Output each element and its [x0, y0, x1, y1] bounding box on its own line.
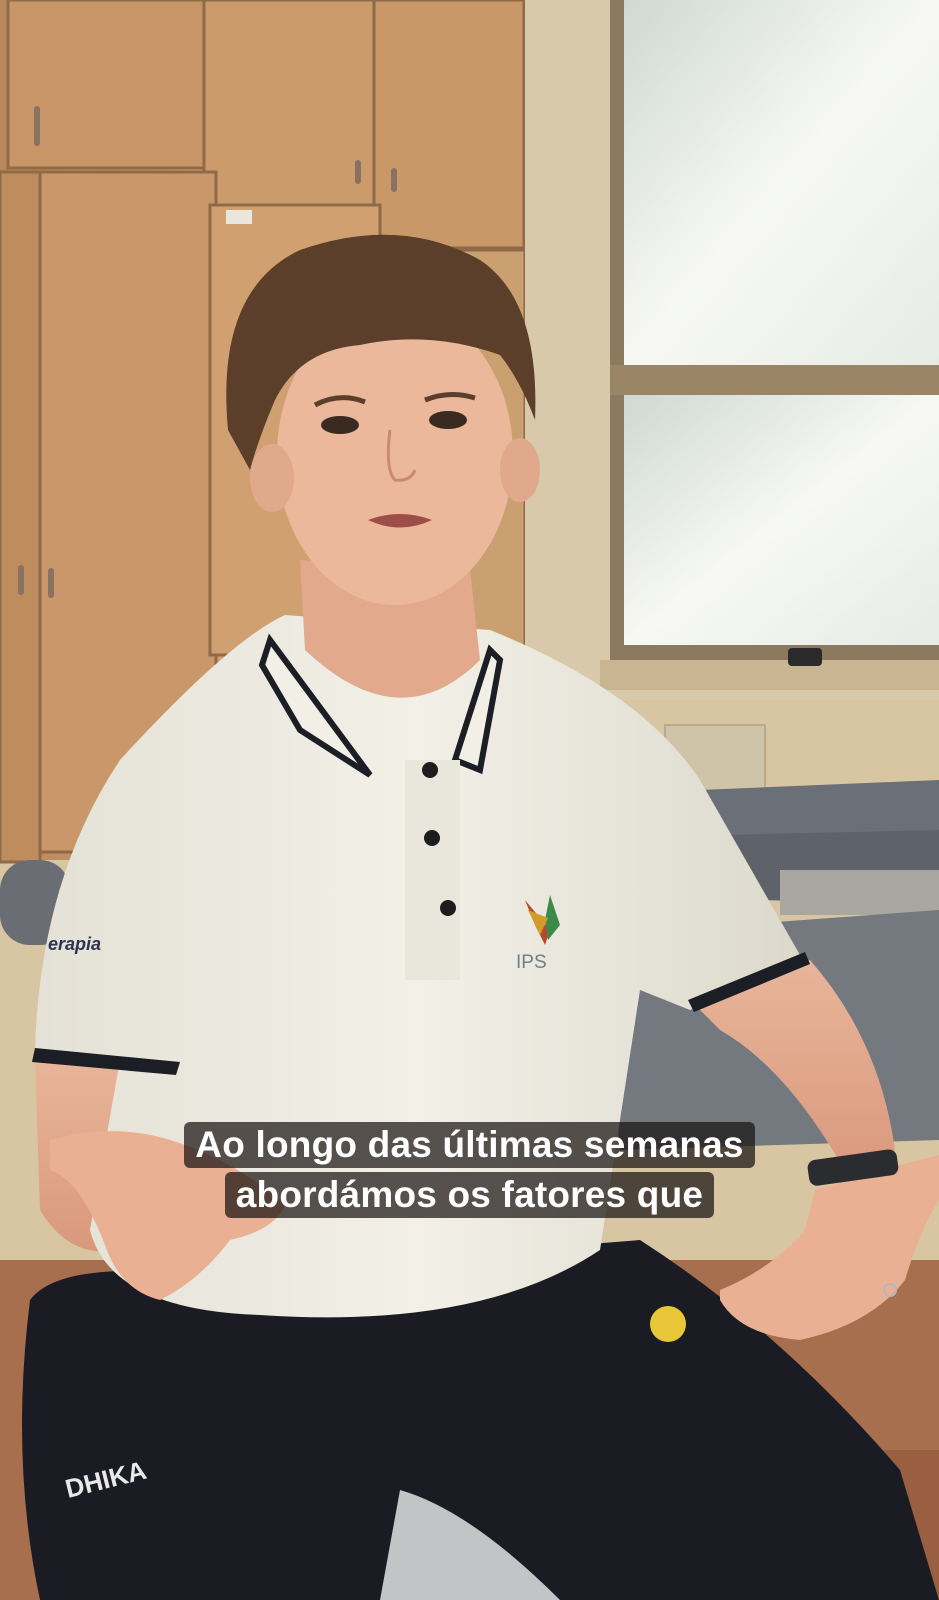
- window: [525, 0, 939, 700]
- sleeve-text: erapia: [48, 934, 102, 954]
- subtitle-line-2: abordámos os fatores que: [225, 1172, 714, 1218]
- subtitle-line-1: Ao longo das últimas semanas: [184, 1122, 754, 1168]
- svg-text:IPS: IPS: [516, 952, 547, 973]
- video-subtitles: [0, 1122, 939, 1218]
- shorts-brand-text: DHIKA: [62, 1454, 150, 1504]
